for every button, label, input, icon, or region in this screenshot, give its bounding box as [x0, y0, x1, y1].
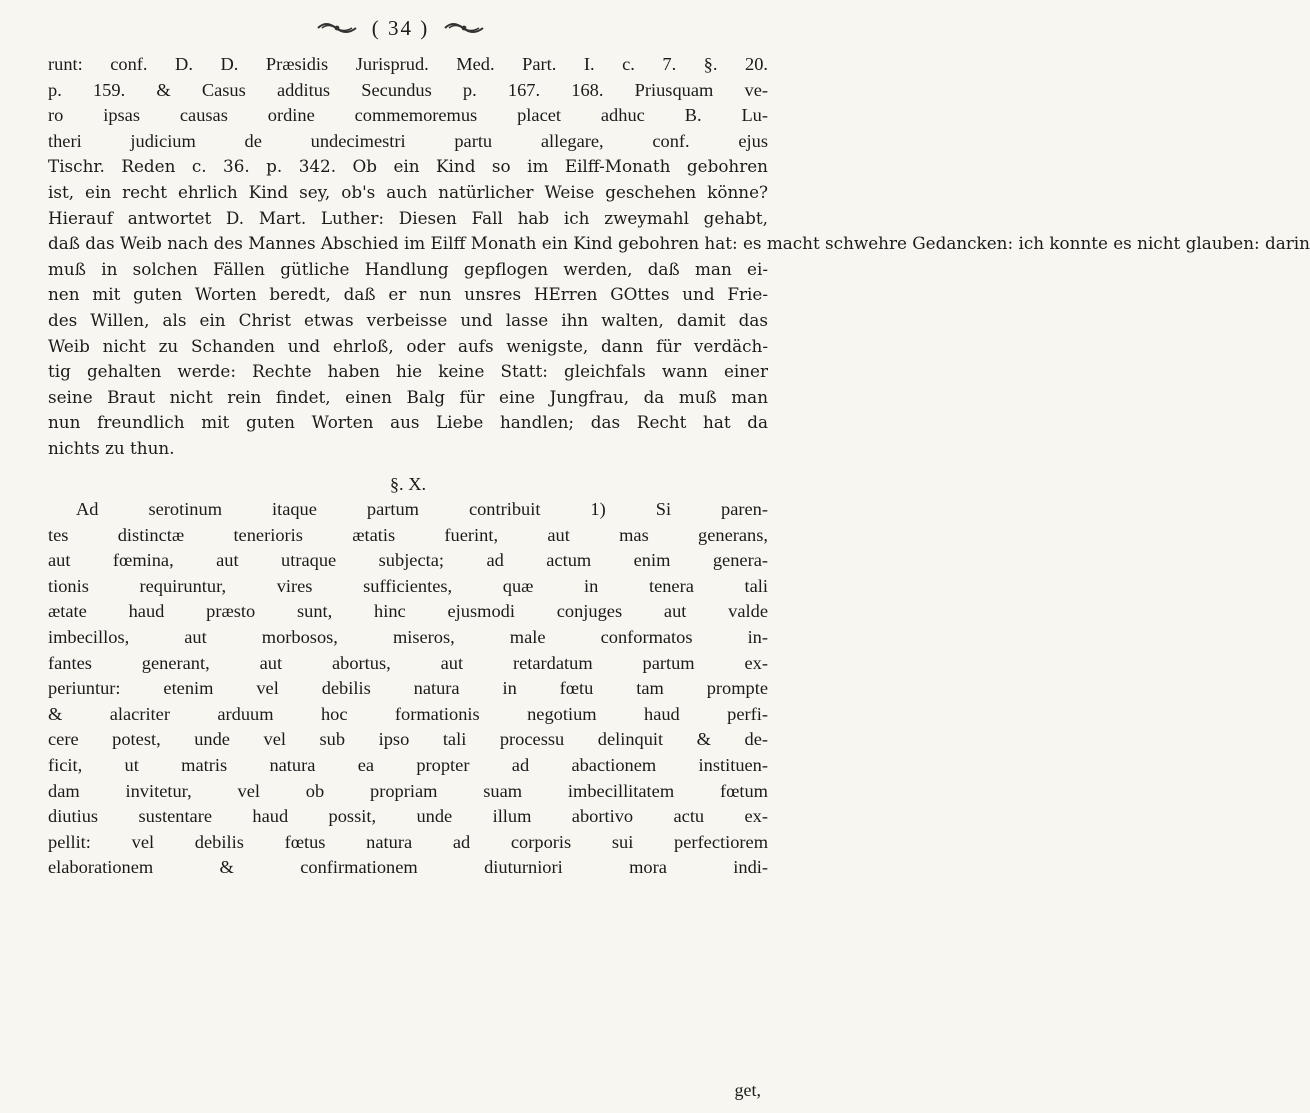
text-line: p. 159. & Casus additus Secundus p. 167. 168. Priusquam ve- — [48, 79, 768, 100]
text-line: theri judicium de undecimestri partu allegare, conf. ejus — [48, 130, 768, 151]
text-line: periuntur: etenim vel debilis natura in fœtu tam prompte — [48, 678, 768, 699]
page-number: ( 34 ) — [371, 15, 430, 40]
fraktur-line: nichts zu thun. — [48, 437, 175, 458]
fraktur-line: muß in solchen Fällen gütliche Handlung gepflogen werden, daß man ei- — [48, 258, 768, 279]
text-line: diutius sustentare haud possit, unde illum abortivo actu ex- — [48, 806, 768, 827]
right-ornament-icon — [443, 19, 485, 37]
text-line: aut fœmina, aut utraque subjecta; ad actum enim genera- — [48, 550, 768, 571]
fraktur-line: daß das Weib nach des Mannes Abschied im Eilff Monath ein Kind gebohren hat: es macht schwehre Gedancken: ich konnte es nicht glauben: darin — [48, 233, 1310, 254]
fraktur-line: tig gehalten werde: Rechte haben hie keine Statt: gleichfals wann einer — [48, 361, 768, 382]
fraktur-line: des Willen, als ein Christ etwas verbeisse und lasse ihn walten, damit das — [48, 309, 768, 330]
left-ornament-icon — [316, 19, 358, 37]
text-line: Ad serotinum itaque partum contribuit 1) Si paren- — [76, 499, 768, 520]
fraktur-line: Hierauf antwortet D. Mart. Luther: Diesen Fall hab ich zweymahl gehabt, — [48, 207, 768, 228]
text-line: ro ipsas causas ordine commemoremus placet adhuc B. Lu- — [48, 105, 768, 126]
page-text — [48, 52, 1310, 881]
fraktur-line: nen mit guten Worten beredt, daß er nun unsres HErren GOttes und Frie- — [48, 284, 768, 305]
text-line: pellit: vel debilis fœtus natura ad corporis sui perfectiorem — [48, 831, 768, 852]
catchword: get, — [734, 1080, 761, 1100]
text-line: fantes generant, aut abortus, aut retardatum partum ex- — [48, 652, 768, 673]
page-header — [0, 8, 801, 48]
text-line: tes distinctæ tenerioris ætatis fuerint, aut mas generans, — [48, 524, 768, 545]
section-heading: §. X. — [389, 473, 427, 494]
text-line: ficit, ut matris natura ea propter ad abactionem instituen- — [48, 755, 768, 776]
fraktur-line: ist, ein recht ehrlich Kind sey, ob's auch natürlicher Weise geschehen könne? — [48, 181, 768, 202]
text-line: runt: conf. D. D. Præsidis Jurisprud. Med. Part. I. c. 7. §. 20. — [48, 54, 768, 74]
text-line: tionis requiruntur, vires sufficientes, quæ in tenera tali — [48, 575, 768, 596]
text-line: elaborationem & confirmationem diuturniori mora indi- — [48, 857, 768, 878]
text-line: ætate haud præsto sunt, hinc ejusmodi conjuges aut valde — [48, 601, 768, 622]
text-line: imbecillos, aut morbosos, miseros, male conformatos in- — [48, 627, 768, 648]
text-line: & alacriter arduum hoc formationis negotium haud perfi- — [48, 703, 768, 724]
text-line: cere potest, unde vel sub ipso tali processu delinquit & de- — [48, 729, 768, 750]
text-line: dam invitetur, vel ob propriam suam imbecillitatem fœtum — [48, 780, 768, 801]
fraktur-line: Weib nicht zu Schanden und ehrloß, oder aufs wenigste, dann für verdäch- — [48, 335, 768, 356]
fraktur-line: nun freundlich mit guten Worten aus Liebe handlen; das Recht hat da — [48, 412, 768, 433]
fraktur-line: seine Braut nicht rein findet, einen Balg für eine Jungfrau, da muß man — [48, 386, 768, 407]
fraktur-line: Tischr. Reden c. 36. p. 342. Ob ein Kind so im Eilff-Monath gebohren — [48, 156, 768, 177]
